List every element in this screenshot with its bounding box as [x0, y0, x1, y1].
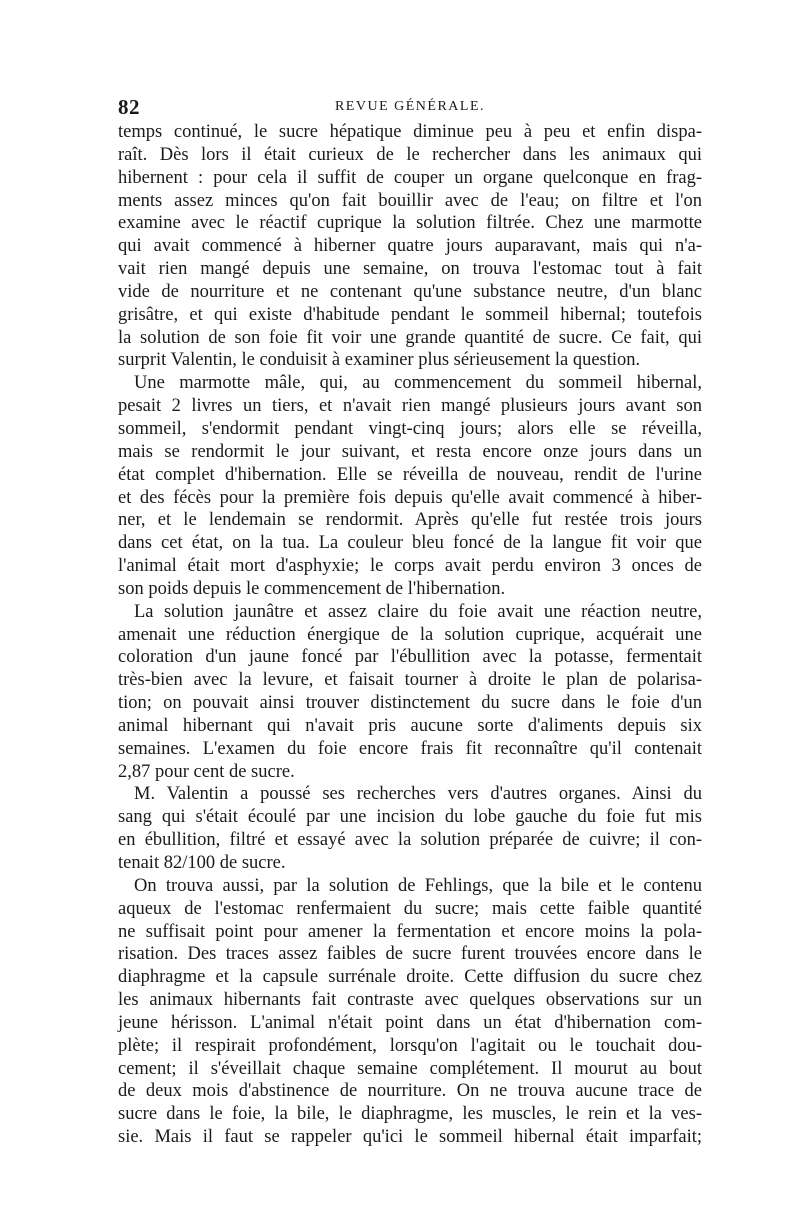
text-line: ne suffisait point pour amener la fermentation et encore moins la pola-	[118, 921, 702, 942]
paragraph-first-line: M. Valentin a poussé ses recherches vers d'autres organes. Ainsi du	[134, 784, 702, 805]
text-line: vait rien mangé depuis une semaine, on trouva l'estomac tout à fait	[118, 259, 702, 280]
text-line: sie. Mais il faut se rappeler qu'ici le sommeil hibernal était imparfait;	[118, 1127, 702, 1148]
text-line: les animaux hibernants fait contraste avec quelques observations sur un	[118, 990, 702, 1011]
text-line: qui avait commencé à hiberner quatre jours auparavant, mais qui n'a-	[118, 236, 702, 257]
text-line: et des fécès pour la première fois depuis qu'elle avait commencé à hiber-	[118, 487, 702, 508]
running-head: REVUE GÉNÉRALE.	[334, 99, 486, 114]
text-line: plète; il respirait profondément, lorsqu'on l'agitait ou le touchait dou-	[118, 1035, 702, 1056]
text-line: examine avec le réactif cuprique la solution filtrée. Chez une marmotte	[118, 213, 702, 234]
text-line: ments assez minces qu'on fait bouillir avec de l'eau; on filtre et l'on	[118, 190, 702, 211]
text-line: hibernent : pour cela il suffit de couper un organe quelconque en frag-	[118, 167, 702, 188]
text-line: temps continué, le sucre hépatique diminue peu à peu et enfin dispa-	[118, 122, 702, 142]
text-line: mais se rendormit le jour suivant, et resta encore onze jours dans un	[118, 441, 702, 462]
text-line: dans cet état, on la tua. La couleur bleu foncé de la langue fit voir que	[118, 533, 702, 554]
text-line: sang qui s'était écoulé par une incision du lobe gauche du foie fut mis	[118, 807, 702, 828]
text-line: ner, et le lendemain se rendormit. Après qu'elle fut restée trois jours	[118, 510, 702, 531]
text-line: vide de nourriture et ne contenant qu'une substance neutre, d'un blanc	[118, 281, 702, 302]
text-line: aqueux de l'estomac renfermaient du sucre; mais cette faible quantité	[118, 898, 702, 919]
text-line: grisâtre, et qui existe d'habitude pendant le sommeil hibernal; toutefois	[118, 304, 702, 325]
paragraph-first-line: La solution jaunâtre et assez claire du foie avait une réaction neutre,	[134, 601, 702, 622]
text-line: l'animal était mort d'asphyxie; le corps avait perdu environ 3 onces de	[118, 556, 702, 577]
text-line: 2,87 pour cent de sucre.	[118, 761, 295, 782]
page-header	[118, 95, 702, 121]
text-line: jeune hérisson. L'animal n'était point dans un état d'hibernation com-	[118, 1012, 702, 1033]
page-number: 82	[118, 95, 140, 119]
text-line: cement; il s'éveillait chaque semaine complétement. Il mourut au bout	[118, 1058, 702, 1079]
body-text	[118, 121, 702, 1149]
text-line: en ébullition, filtré et essayé avec la solution préparée de cuivre; il con-	[118, 830, 702, 851]
text-line: semaines. L'examen du foie encore frais fit reconnaître qu'il contenait	[118, 738, 702, 759]
text-line: tion; on pouvait ainsi trouver distinctement du sucre dans le foie d'un	[118, 693, 702, 714]
text-line: de deux mois d'abstinence de nourriture. On ne trouva aucune trace de	[118, 1081, 702, 1102]
text-line: amenait une réduction énergique de la solution cuprique, acquérait une	[118, 624, 702, 645]
text-line: sucre dans le foie, la bile, le diaphragme, les muscles, le rein et la ves-	[118, 1104, 702, 1125]
text-line: état complet d'hibernation. Elle se réveilla de nouveau, rendit de l'urine	[118, 464, 702, 485]
text-line: raît. Dès lors il était curieux de le rechercher dans les animaux qui	[118, 144, 702, 165]
text-line: la solution de son foie fit voir une grande quantité de sucre. Ce fait, qui	[118, 327, 702, 348]
text-line: diaphragme et la capsule surrénale droite. Cette diffusion du sucre chez	[118, 967, 702, 988]
text-line: tenait 82/100 de sucre.	[118, 853, 286, 873]
text-line: coloration d'un jaune foncé par l'ébullition avec la potasse, fermentait	[118, 647, 702, 668]
paragraph-first-line: On trouva aussi, par la solution de Fehlings, que la bile et le contenu	[134, 875, 702, 896]
text-line: surprit Valentin, le conduisit à examiner plus sérieusement la question.	[118, 350, 641, 371]
paragraph-first-line: Une marmotte mâle, qui, au commencement du sommeil hibernal,	[134, 373, 702, 394]
text-line: risation. Des traces assez faibles de sucre furent trouvées encore dans le	[118, 944, 702, 965]
text-line: très-bien avec la levure, et faisait tourner à droite le plan de polarisa-	[118, 670, 702, 691]
text-line: son poids depuis le commencement de l'hibernation.	[118, 578, 506, 599]
text-line: sommeil, s'endormit pendant vingt-cinq jours; alors elle se réveilla,	[118, 418, 702, 439]
text-line: pesait 2 livres un tiers, et n'avait rien mangé plusieurs jours avant son	[118, 396, 702, 417]
text-line: animal hibernant qui n'avait pris aucune sorte d'aliments depuis six	[118, 715, 702, 736]
